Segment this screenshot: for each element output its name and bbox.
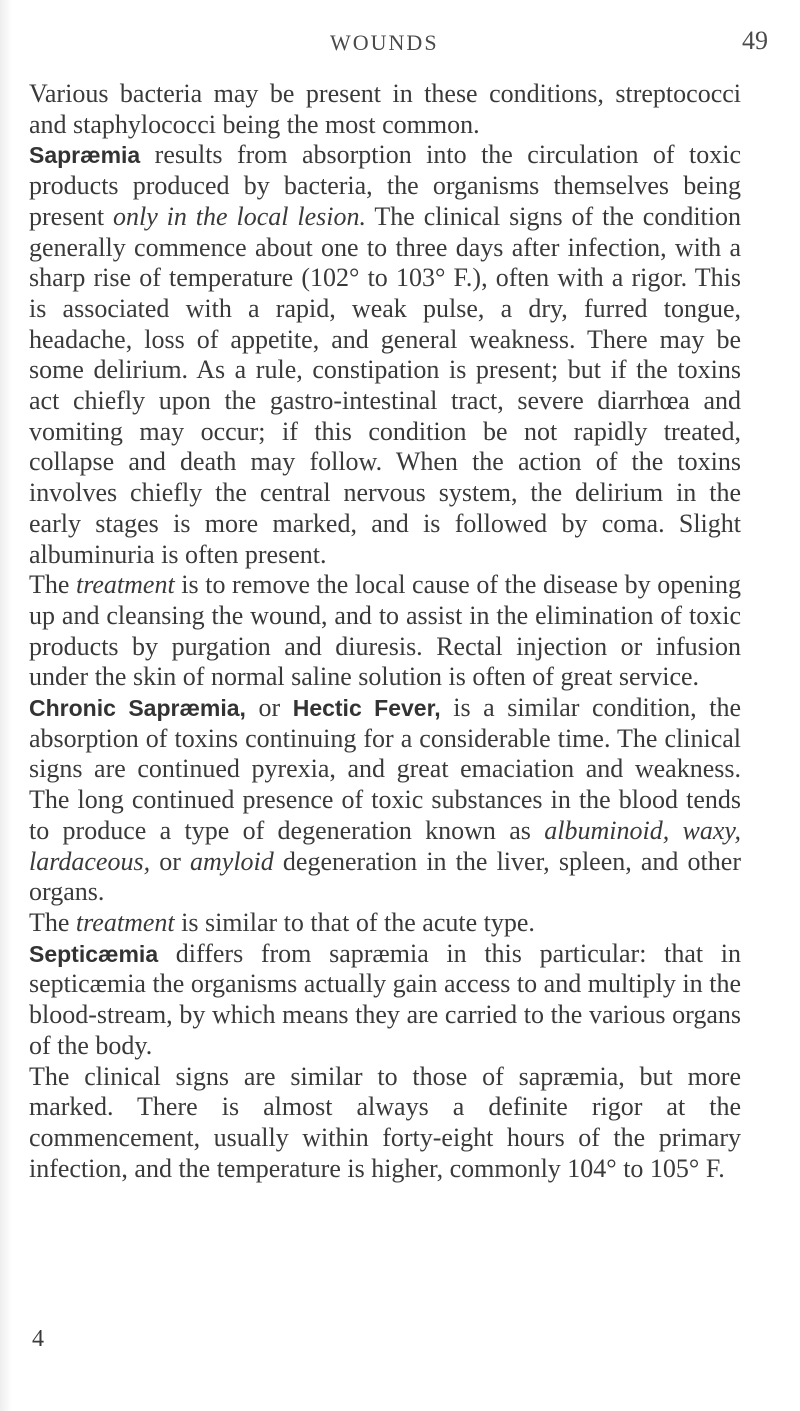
emphasis-treatment: treatment — [76, 570, 175, 600]
page-header — [0, 22, 800, 62]
paragraph-text: is to remove the local cause of the disease by opening up and cleansing the wound, and to assist in the elimination of toxic products by purgation and diuresis. Rectal injection or infusion under the skin of normal saline solution is often of great service. — [29, 570, 741, 692]
heading-hectic-fever: Hectic Fever, — [292, 695, 441, 722]
paragraph-sapraemia — [29, 140, 741, 570]
signature-mark: 4 — [32, 1326, 44, 1352]
paragraph-text: differs from sapræmia in this particular: that in septicæmia the organisms actually gain access to and multiply in the blood-stream, by which means they are carried to the various organs of the body. — [29, 938, 741, 1060]
paragraph-text: The clinical signs of the condition generally commence about one to three days after infection, with a sharp rise of temperature (102° to 103° F.), often with a rigor. This is associated with a rapid, weak pulse, a dry, furred tongue, headache, loss of appetite, and general weakness. There may be some delirium. As a rule, constipation is present; but if the toxins act chiefly upon the gastro-intestinal tract, severe diarrhœa and vomiting may occur; if this condition be not rapidly treated, collapse and death may follow. When the action of the toxins involves chiefly the central nervous system, the delirium in the early stages is more marked, and is followed by coma. Slight albuminuria is often present. — [29, 201, 741, 569]
paragraph-text: The — [29, 570, 77, 600]
paragraph-text: results from absorption into the circulation of toxic products produced by bacteria, the organisms themselves being present — [29, 140, 741, 231]
paragraph-septicaemia-signs: The clinical signs are similar to those of sapræmia, but more marked. There is almost always a definite rigor at the commencement, usually within forty-eight hours of the primary infection, and the temperature is higher, commonly 104° to 105° F. — [29, 1061, 741, 1183]
paragraph-text: or — [245, 693, 293, 723]
heading-chronic-sapraemia: Chronic Sapræmia, — [29, 695, 246, 722]
paragraph-bacteria: Various bacteria may be present in these conditions, streptococci and staphylococci being the most common. — [29, 79, 741, 139]
paragraph-text: is similar to that of the acute type. — [174, 907, 535, 937]
paragraph-treatment-sapraemia — [29, 570, 741, 693]
paragraph-text: The — [29, 907, 76, 937]
paragraph-chronic-sapraemia — [29, 693, 741, 908]
page-edge-shadow — [0, 0, 12, 1411]
heading-septicaemia: Septicæmia — [29, 940, 159, 967]
paragraph-text: is a similar condition, the absorption of toxins continuing for a considerable time. The clinical signs are continued pyrexia, and great emaciation and weakness. The long continued presence of toxic substances in the blood tends to produce a type of degeneration known as — [29, 693, 741, 845]
paragraph-text: degeneration in the liver, spleen, and other organs. — [29, 846, 741, 907]
paragraph-treatment-chronic — [29, 908, 741, 939]
emphasis-text: only in the local lesion. — [113, 201, 366, 231]
heading-sapraemia: Sapræmia — [29, 142, 141, 169]
emphasis-treatment: treatment — [75, 907, 175, 937]
body-text — [29, 79, 741, 1184]
running-title: WOUNDS — [330, 30, 439, 55]
paragraph-text: or — [150, 846, 191, 876]
page-number: 49 — [742, 26, 768, 55]
emphasis-degeneration-types: albuminoid, waxy, lardaceous, — [29, 815, 742, 876]
paragraph-septicaemia — [29, 939, 741, 1062]
emphasis-amyloid: amyloid — [190, 846, 274, 876]
